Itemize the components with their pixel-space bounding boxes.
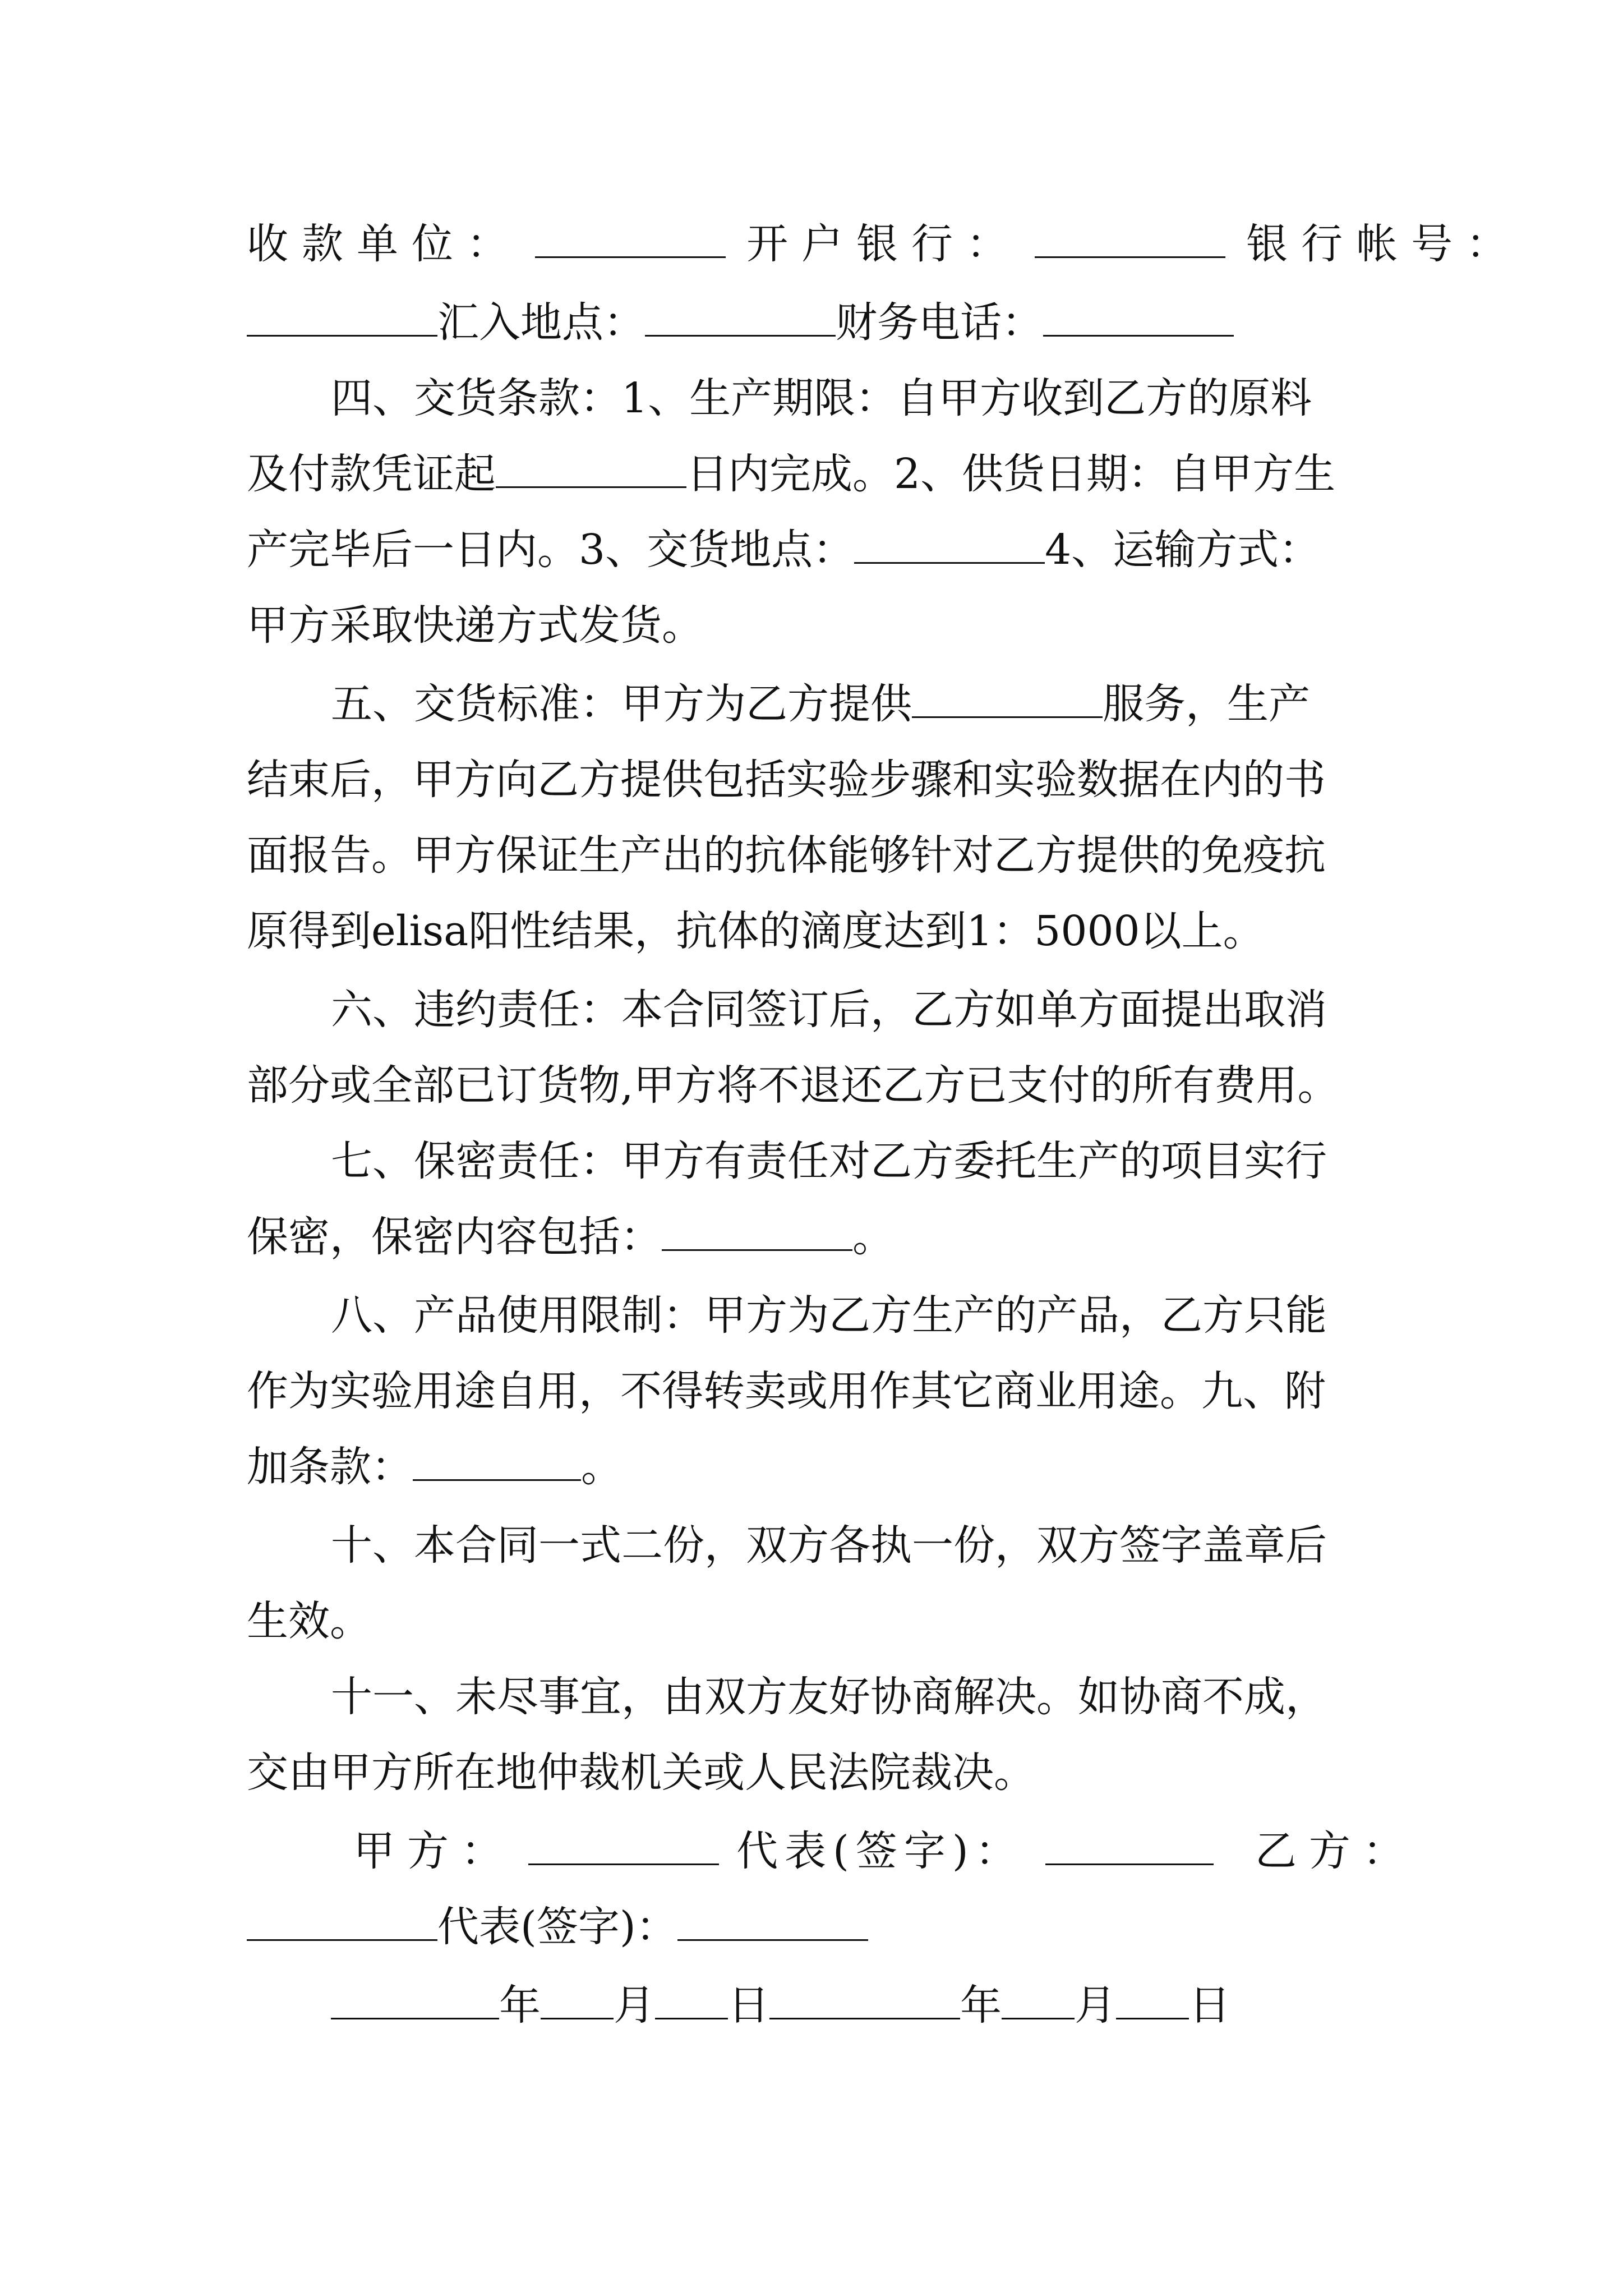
party-b-rep-blank [677,1901,868,1941]
party-b-label: 乙方： [1255,1827,1417,1875]
signature-line-2 [247,1899,868,1955]
party-a-day-blank [655,1980,728,2019]
signature-line-1 [353,1823,1417,1879]
remit-location-blank [645,297,836,337]
clause-10-line-2: 生效。 [247,1597,371,1645]
clause-11-line-2: 交由甲方所在地仲裁机关或人民法院裁决。 [247,1749,1035,1797]
production-days-blank [496,448,686,488]
clause-5-line-4: 原得到elisa阳性结果，抗体的滴度达到1：5000以上。 [247,907,1265,955]
account-blank [247,297,437,337]
finance-phone-label: 财务电话： [836,298,1043,347]
clause-6-line-2: 部分或全部已订货物,甲方将不退还乙方已支付的所有费用。 [247,1061,1339,1110]
clause-4-line-2: 及付款凭证起 日内完成。2、供货日期：自甲方生 [247,446,1335,502]
clause-5-line-2: 结束后，甲方向乙方提供包括实验步骤和实验数据在内的书 [247,756,1326,804]
month-label: 月 [614,1981,655,2030]
clause-4-line-3: 产完毕后一日内。3、交货地点： 4、运输方式： [247,522,1320,578]
account-label: 银行帐号： [1246,220,1521,268]
payee-label: 收款单位： [247,220,522,268]
year-label: 年 [960,1981,1002,2030]
line-1 [247,216,1521,272]
clause-11-line-1: 十一、未尽事宜，由双方友好协商解决。如协商不成， [331,1673,1327,1721]
clause-5-line-3: 面报告。甲方保证生产出的抗体能够针对乙方提供的免疫抗 [247,831,1326,880]
clause-5-line-1: 五、交货标准：甲方为乙方提供 服务，生产 [331,676,1310,732]
party-a-label: 甲方： [353,1827,515,1875]
delivery-place-blank [854,524,1045,564]
confidential-content-blank [662,1211,852,1251]
bank-blank [1035,218,1225,258]
clause-7-line-1: 七、保密责任：甲方有责任对乙方委托生产的项目实行 [331,1137,1327,1185]
finance-phone-blank [1043,297,1234,337]
clause-10-line-1: 十、本合同一式二份，双方各执一份，双方签字盖章后 [331,1521,1327,1570]
bank-label: 开户银行： [746,220,1022,268]
party-a-rep-label: 代表(签字)： [736,1827,1023,1875]
party-a-rep-blank [1045,1825,1214,1865]
party-b-rep-label: 代表(签字)： [437,1903,677,1951]
additional-terms-blank [413,1441,581,1481]
line-2 [247,295,1234,351]
day-label: 日 [728,1981,769,2030]
party-b-year-blank [769,1980,960,2019]
clause-8-line-1: 八、产品使用限制：甲方为乙方生产的产品，乙方只能 [331,1291,1327,1340]
payee-blank [535,218,726,258]
party-a-blank [528,1825,719,1865]
year-label: 年 [499,1981,541,2030]
day-label: 日 [1189,1981,1230,2030]
clause-4-line-1: 四、交货条款：1、生产期限：自甲方收到乙方的原料 [331,374,1312,422]
party-b-month-blank [1002,1980,1075,2019]
month-label: 月 [1075,1981,1116,2030]
remit-location-label: 汇入地点： [437,298,645,347]
clause-8-line-2: 作为实验用途自用，不得转卖或用作其它商业用途。九、附 [247,1367,1326,1415]
clause-7-line-2: 保密，保密内容包括： 。 [247,1209,894,1265]
party-b-blank [247,1901,437,1941]
date-line [331,1977,1230,2033]
service-blank [912,678,1103,718]
clause-6-line-1: 六、违约责任：本合同签订后，乙方如单方面提出取消 [331,986,1327,1034]
party-a-month-blank [541,1980,614,2019]
clause-4-line-4: 甲方采取快递方式发货。 [247,601,703,650]
party-b-day-blank [1116,1980,1189,2019]
clause-9-line: 加条款： 。 [247,1439,623,1495]
party-a-year-blank [331,1980,499,2019]
